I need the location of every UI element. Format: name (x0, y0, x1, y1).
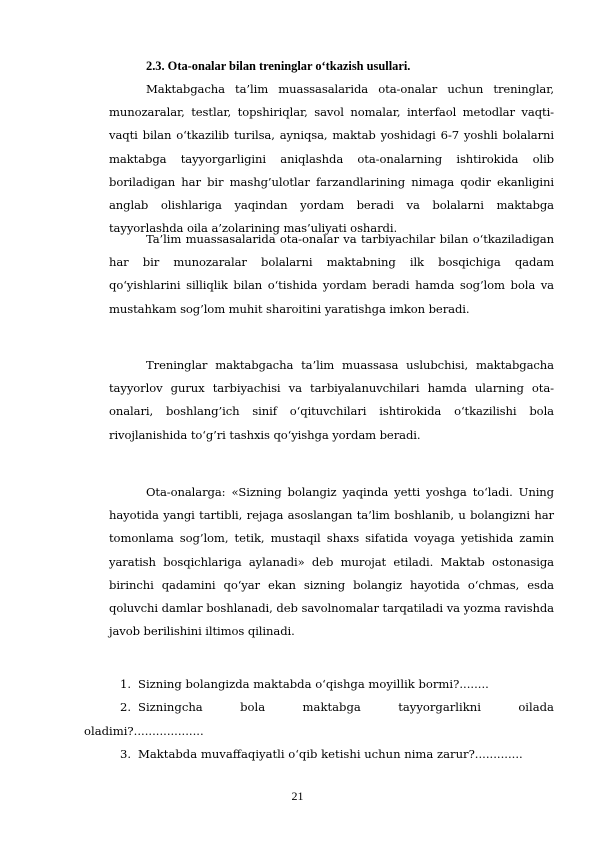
question-number: 1. (120, 677, 132, 691)
question-word: oilada (518, 700, 554, 714)
question-2-continuation: oladimi?................... (84, 724, 204, 738)
question-2 (120, 696, 554, 719)
question-word: bola (240, 700, 266, 714)
question-3 (120, 743, 523, 766)
question-number: 3. (120, 747, 132, 761)
paragraph-4: Ota-onalarga: «Sizning bolangiz yaqinda yetti yoshga to‘ladi. Uning hayotida yangi tartibli, rejaga asoslangan ta’lim boshlanib, u bolangizni har tomonlama sog’lom, tetik, mustaqil shaxs sifatida voyaga yetishida zamin yaratish bosqichlariga aylanadi» deb murojat etiladi. Maktab ostonasiga birinchi qadamini qo‘yar ekan sizning bolangiz hayotida o‘chmas, esda qoluvchi damlar boshlanadi, deb savolnomalar tarqatiladi va yozma ravishda javob berilishini iltimos qilinadi. (109, 485, 554, 639)
paragraph-2: Ta’lim muassasalarida ota-onalar va tarbiyachilar bilan o‘tkaziladigan har bir munozaralar bolalarni maktabning ilk bosqichiga qadam qo‘yishlarini silliqlik bilan o‘tishida yordam beradi hamda sog’lom bola va mustahkam sog’lom muhit sharoitini yaratishga imkon beradi. (109, 232, 554, 316)
question-text: Sizning bolangizda maktabda o‘qishga moyillik bormi?........ (138, 677, 489, 691)
paragraph-1: Maktabgacha ta’lim muassasalarida ota-onalar uchun treninglar, munozaralar, testlar, topshiriqlar, savol nomalar, interfaol metodlar vaqti-vaqti bilan o‘tkazilib turilsa, ayniqsa, maktab yoshidagi 6-7 yoshli bolalarni maktabga tayyorgarligini aniqlashda ota-onalarning ishtirokida olib boriladigan har bir mashg’ulotlar farzandlarining nimaga qodir ekanligini anglab olishlariga yaqindan yordam beradi va bolalarni maktabga tayyorlashda oila a’zolarining mas’uliyati oshardi. (109, 82, 554, 236)
paragraph-3: Treninglar maktabgacha ta’lim muassasa uslubchisi, maktabgacha tayyorlov gurux tarbiyachisi va tarbiyalanuvchilari hamda ularning ota-onalari, boshlang’ich sinif o‘qituvchilari ishtirokida o‘tkazilishi bola rivojlanishida to‘g’ri tashxis qo‘yishga yordam beradi. (109, 358, 554, 442)
question-word: tayyorgarlikni (398, 700, 481, 714)
page-number: 21 (291, 789, 304, 803)
question-word: Sizningcha (138, 700, 203, 714)
section-heading: 2.3. Ota-onalar bilan treninglar o‘tkazish usullari. (146, 59, 411, 73)
question-number-and-first-word (120, 696, 203, 719)
question-number: 2. (120, 700, 132, 714)
question-1 (120, 673, 489, 696)
question-word: maktabga (302, 700, 361, 714)
question-text: Maktabda muvaffaqiyatli o‘qib ketishi uchun nima zarur?............. (138, 747, 523, 761)
